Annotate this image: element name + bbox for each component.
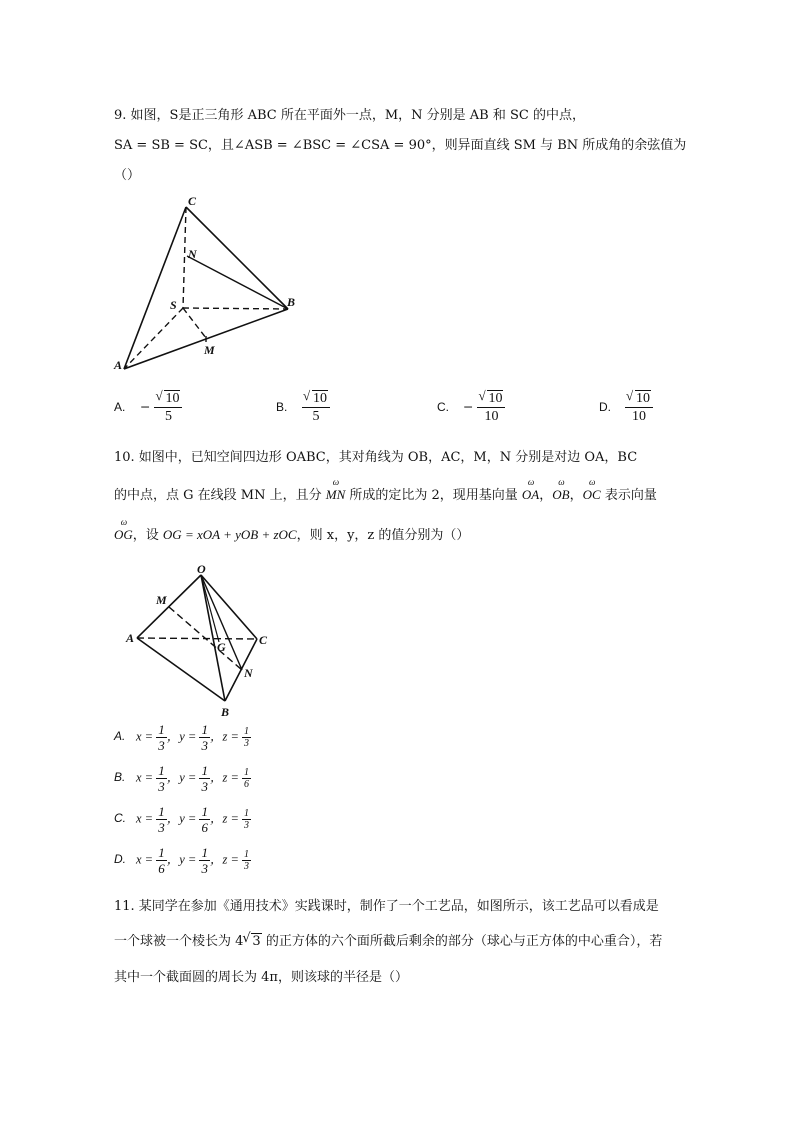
q10-label-G: G xyxy=(217,640,226,654)
q10-option-c[interactable]: C. x = $\frac{1}{3}$ ，y = $\frac{1}{6}$ ，z = $\frac{1}{3}$ xyxy=(114,804,250,835)
q9-line1: 9. 如图，S是正三角形 ABC 所在平面外一点，M，N 分别是 AB 和 SC 的中点， xyxy=(114,108,585,123)
q9-option-d[interactable]: D. √ $\frac{10}{10}$ xyxy=(599,390,653,425)
q9-line3: （） xyxy=(114,168,141,183)
q10-line3: ω OG，设 OG = xOA + yOB + zOC，则 x，y，z 的值分别为（） xyxy=(114,524,469,543)
q9-label-A: A xyxy=(114,358,123,372)
q9-option-c[interactable]: C. − √ $\frac{10}{10}$ xyxy=(437,390,505,425)
q10-label-C: C xyxy=(259,633,268,647)
q9-line2: SA = SB = SC，且∠ASB = ∠BSC = ∠CSA = 90°，则异面直线 SM 与 BN 所成角的余弦值为 xyxy=(114,138,687,153)
q9-label-B: B xyxy=(287,295,296,309)
q9-label-N: N xyxy=(188,247,197,261)
q10-option-b[interactable]: B. x = $\frac{1}{3}$ ，y = $\frac{1}{3}$ ，z = $\frac{1}{6}$ xyxy=(114,763,250,794)
q9-tetrahedron-figure xyxy=(110,188,310,378)
q11-line1: 11. 某同学在参加《通用技术》实践课时，制作了一个工艺品，如图所示，该工艺品可以看成是 xyxy=(114,899,659,914)
q9-label-M: M xyxy=(204,343,215,357)
q11-line2: 一个球被一个棱长为 4√ 3 的正方体的六个面所截后剩余的部分（球心与正方体的中心重合），若 xyxy=(114,930,662,949)
q10-quadrilateral-figure xyxy=(120,560,290,720)
q10-label-B: B xyxy=(221,705,230,719)
q10-option-a[interactable]: A. x = $\frac{1}{3}$ ，y = $\frac{1}{3}$ ，z = $\frac{1}{3}$ xyxy=(114,722,250,753)
q10-option-d[interactable]: D. x = $\frac{1}{6}$ ，y = $\frac{1}{3}$ ，z = $\frac{1}{3}$ xyxy=(114,845,250,876)
q9-label-S: S xyxy=(170,298,177,312)
q10-label-N: N xyxy=(244,666,253,680)
q9-label-C: C xyxy=(188,194,197,208)
q11-line3: 其中一个截面圆的周长为 4π，则该球的半径是（） xyxy=(114,970,408,985)
q9-option-a[interactable]: A. − √ $\frac{10}{5}$ xyxy=(114,390,182,425)
q10-line2: 的中点，点 G 在线段 MN 上，且分 ω MN 所成的定比为 2，现用基向量 ω OA，ω OB，ω OC 表示向量 xyxy=(114,484,657,503)
q10-label-O: O xyxy=(197,562,206,576)
q10-label-M: M xyxy=(156,593,167,607)
q10-label-A: A xyxy=(126,631,135,645)
q10-line1: 10. 如图中，已知空间四边形 OABC，其对角线为 OB，AC，M，N 分别是对边 OA，BC xyxy=(114,450,638,465)
q9-option-b[interactable]: B. √ $\frac{10}{5}$ xyxy=(276,390,330,425)
